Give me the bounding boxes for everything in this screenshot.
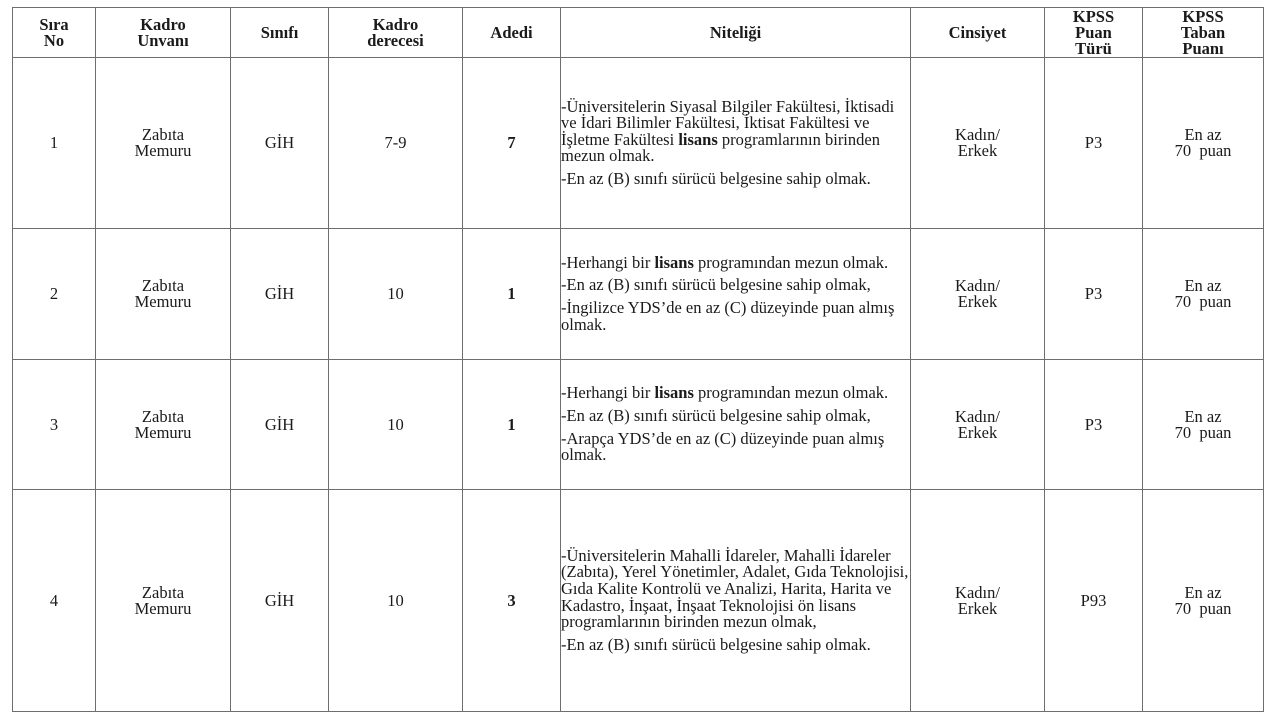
table-row — [13, 360, 1264, 490]
table-row — [13, 490, 1264, 712]
header-kpss-taban-puani: KPSS Taban Puanı — [1143, 8, 1264, 58]
table-row — [13, 58, 1264, 229]
niteligi-cell — [561, 490, 911, 712]
kadro-unvani-cell: Zabıta Memuru — [96, 490, 231, 712]
header-sinifi: Sınıfı — [231, 8, 329, 58]
nitelik-item: -En az (B) sınıfı sürücü belgesine sahip olmak, — [561, 405, 871, 425]
header-adedi: Adedi — [463, 8, 561, 58]
cinsiyet-cell: Kadın/ Erkek — [911, 58, 1045, 229]
niteligi-cell — [561, 58, 911, 229]
nitelik-item: -Üniversitelerin Siyasal Bilgiler Fakültesi, İktisadi ve İdari Bilimler Fakültesi, İktisat Fakültesi ve İşletme Fakültesi lisans programlarının birinden mezun olmak. — [561, 96, 895, 166]
kadro-derecesi-cell: 10 — [329, 229, 463, 360]
sinifi-cell: GİH — [231, 58, 329, 229]
kadro-derecesi-cell: 10 — [329, 490, 463, 712]
nitelik-item: -Herhangi bir lisans programından mezun olmak. — [561, 252, 889, 272]
kadro-table — [12, 7, 1264, 712]
nitelik-item: -Herhangi bir lisans programından mezun olmak. — [561, 383, 889, 403]
table-row — [13, 229, 1264, 360]
adedi-cell: 1 — [463, 360, 561, 490]
adedi-cell: 1 — [463, 229, 561, 360]
kadro-unvani-cell: Zabıta Memuru — [96, 58, 231, 229]
cinsiyet-cell: Kadın/ Erkek — [911, 490, 1045, 712]
header-row — [13, 8, 1264, 58]
header-sira-no: Sıra No — [13, 8, 96, 58]
header-cinsiyet: Cinsiyet — [911, 8, 1045, 58]
nitelik-item: -Arapça YDS’de en az (C) düzeyinde puan almış olmak. — [561, 428, 885, 465]
cinsiyet-cell: Kadın/ Erkek — [911, 360, 1045, 490]
puan-turu-cell: P3 — [1045, 360, 1143, 490]
sinifi-cell: GİH — [231, 229, 329, 360]
sira-no-cell: 2 — [13, 229, 96, 360]
niteligi-cell — [561, 360, 911, 490]
kadro-unvani-cell: Zabıta Memuru — [96, 360, 231, 490]
adedi-cell: 3 — [463, 490, 561, 712]
sinifi-cell: GİH — [231, 490, 329, 712]
taban-puani-cell: En az 70 puan — [1143, 490, 1264, 712]
puan-turu-cell: P93 — [1045, 490, 1143, 712]
taban-puani-cell: En az 70 puan — [1143, 58, 1264, 229]
nitelik-item: -İngilizce YDS’de en az (C) düzeyinde puan almış olmak. — [561, 298, 895, 334]
puan-turu-cell: P3 — [1045, 58, 1143, 229]
puan-turu-cell: P3 — [1045, 229, 1143, 360]
header-kpss-puan-turu: KPSS Puan Türü — [1045, 8, 1143, 58]
nitelik-item: -En az (B) sınıfı sürücü belgesine sahip olmak, — [561, 275, 871, 295]
kadro-derecesi-cell: 7-9 — [329, 58, 463, 229]
niteligi-cell — [561, 229, 911, 360]
taban-puani-cell: En az 70 puan — [1143, 360, 1264, 490]
sira-no-cell: 1 — [13, 58, 96, 229]
header-niteligi: Niteliği — [561, 8, 911, 58]
kadro-derecesi-cell: 10 — [329, 360, 463, 490]
sira-no-cell: 4 — [13, 490, 96, 712]
nitelik-item: -Üniversitelerin Mahalli İdareler, Mahalli İdareler (Zabıta), Yerel Yönetimler, Adalet, Gıda Teknolojisi, Gıda Kalite Kontrolü ve Analizi, Harita, Harita ve Kadastro, İnşaat, İnşaat Teknolojisi ön lisans programlarının birinden mezun olmak, — [561, 545, 909, 632]
cinsiyet-cell: Kadın/ Erkek — [911, 229, 1045, 360]
nitelik-item: -En az (B) sınıfı sürücü belgesine sahip olmak. — [561, 168, 871, 188]
adedi-cell: 7 — [463, 58, 561, 229]
taban-puani-cell: En az 70 puan — [1143, 229, 1264, 360]
sira-no-cell: 3 — [13, 360, 96, 490]
sinifi-cell: GİH — [231, 360, 329, 490]
nitelik-item: -En az (B) sınıfı sürücü belgesine sahip olmak. — [561, 634, 871, 654]
header-kadro-unvani: Kadro Unvanı — [96, 8, 231, 58]
header-kadro-derecesi: Kadro derecesi — [329, 8, 463, 58]
kadro-unvani-cell: Zabıta Memuru — [96, 229, 231, 360]
